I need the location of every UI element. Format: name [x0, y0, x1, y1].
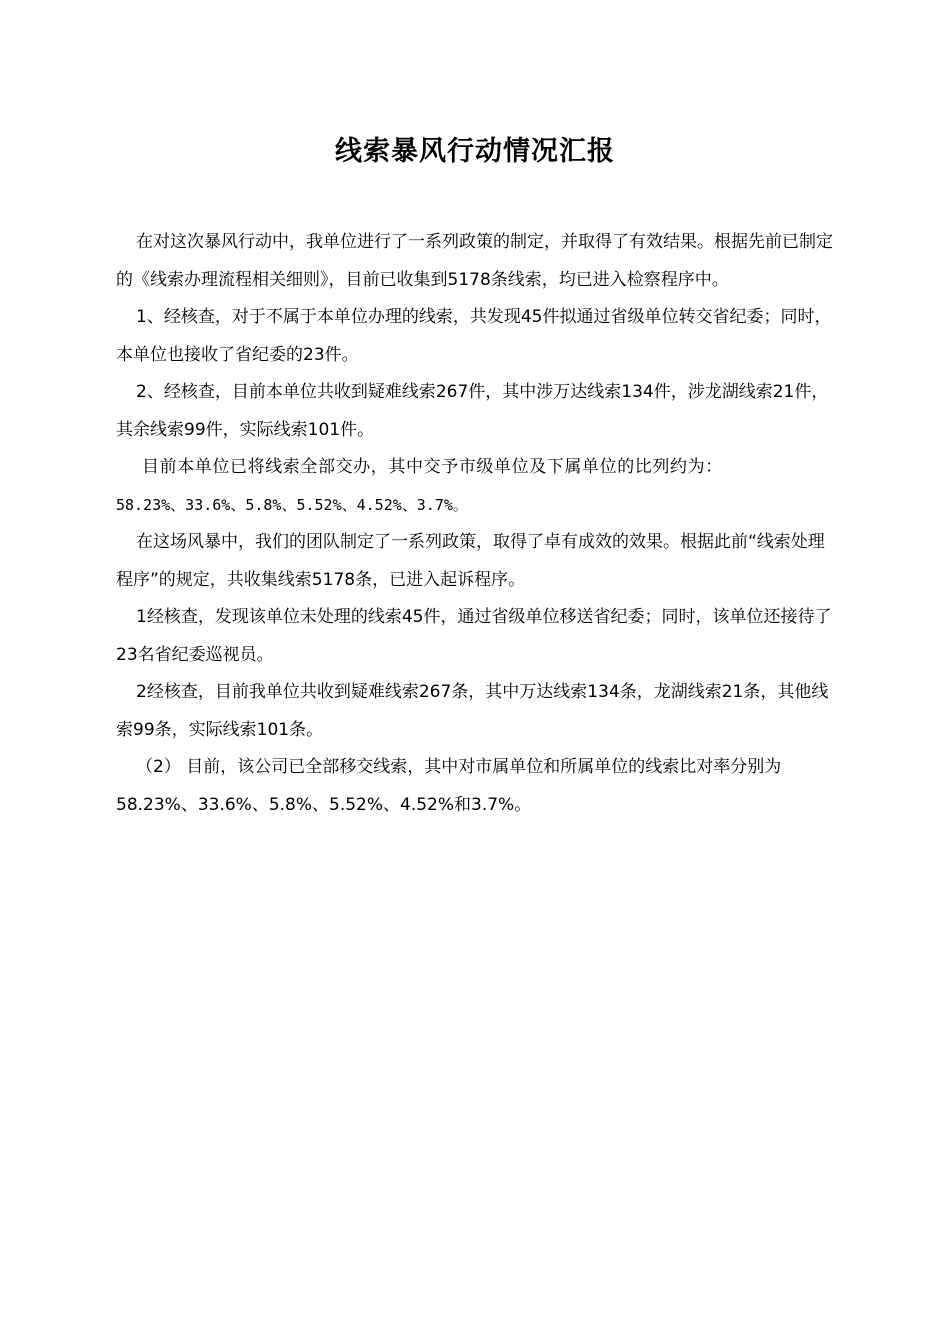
document-body: [116, 224, 836, 824]
paragraph-item-1: 1、经核查，对于不属于本单位办理的线索，共发现45件拟通过省级单位转交省纪委；同时，本单位也接收了省纪委的23件。: [116, 307, 832, 365]
paragraph-intro: 在对这次暴风行动中，我单位进行了一系列政策的制定，并取得了有效结果。根据先前已制定的《线索办理流程相关细则》，目前已收集到5178条线索，均已进入检察程序中。: [116, 232, 833, 290]
paragraph-transfer: （2） 目前，该公司已全部移交线索，其中对市属单位和所属单位的线索比对率分别为58.23%、33.6%、5.8%、5.52%、4.52%和3.7%。: [116, 757, 782, 815]
paragraph-check-2: 2经核查，目前我单位共收到疑难线索267条，其中万达线索134条，龙湖线索21条，其他线索99条，实际线索101条。: [116, 682, 829, 740]
paragraph-item-2: 2、经核查，目前本单位共收到疑难线索267件，其中涉万达线索134件，涉龙湖线索21件，其余线索99件，实际线索101件。: [116, 382, 829, 440]
paragraph-ratio-intro: 目前本单位已将线索全部交办，其中交予市级单位及下属单位的比列约为：: [142, 457, 723, 477]
paragraph-storm: 在这场风暴中，我们的团队制定了一系列政策，取得了卓有成效的效果。根据此前“线索处理程序”的规定，共收集线索5178条，已进入起诉程序。: [116, 532, 825, 590]
paragraph-ratio-values: 58.23%、33.6%、5.8%、5.52%、4.52%、3.7%。: [116, 495, 468, 514]
paragraph-check-1: 1经核查，发现该单位未处理的线索45件，通过省级单位移送省纪委；同时，该单位还接待了23名省纪委巡视员。: [116, 607, 832, 665]
document-title: 线索暴风行动情况汇报: [335, 136, 615, 167]
